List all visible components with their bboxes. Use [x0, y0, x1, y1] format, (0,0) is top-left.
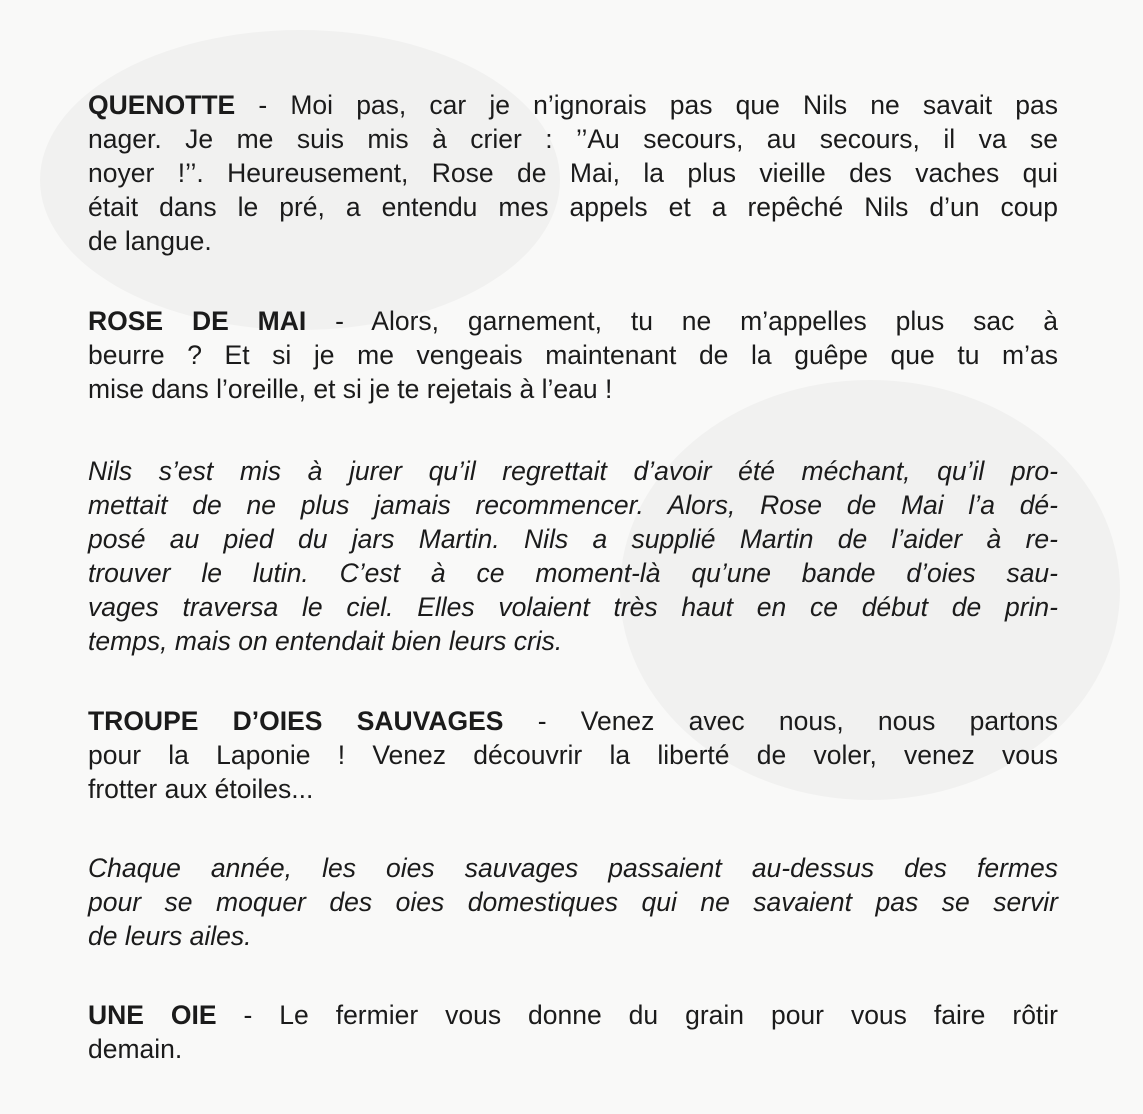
text-line: mise dans l’oreille, et si je te rejetais à l’eau !	[88, 374, 613, 404]
text-line	[88, 704, 1058, 738]
dialogue-une-oie	[88, 998, 1058, 1066]
text-line: temps, mais on entendait bien leurs cris.	[88, 626, 563, 656]
text-line: beurre ? Et si je me vengeais maintenant de la guêpe que tu m’as	[88, 340, 1058, 370]
narration-nils	[88, 454, 1058, 658]
text-line: frotter aux étoiles...	[88, 774, 314, 804]
speaker-name: UNE OIE	[88, 1000, 217, 1030]
text-line: vages traversa le ciel. Elles volaient très haut en ce début de prin-	[88, 592, 1058, 622]
text-line: Chaque année, les oies sauvages passaient au-dessus des fermes	[88, 853, 1058, 883]
text-line: Nils s’est mis à jurer qu’il regrettait d’avoir été méchant, qu’il pro-	[88, 456, 1058, 486]
text-line: était dans le pré, a entendu mes appels et a repêché Nils d’un coup	[88, 192, 1058, 222]
text-fragment: - Le fermier vous donne du grain pour vous faire rôtir	[216, 1000, 1059, 1030]
text-line: de leurs ailes.	[88, 921, 252, 951]
text-line	[88, 304, 1058, 338]
speaker-name: TROUPE D’OIES SAUVAGES	[88, 706, 504, 736]
text-line	[88, 88, 1058, 122]
dialogue-quenotte	[88, 88, 1058, 258]
text-line: pour se moquer des oies domestiques qui ne savaient pas se servir	[88, 887, 1058, 917]
text-line: nager. Je me suis mis à crier : ’’Au secours, au secours, il va se	[88, 124, 1058, 154]
speaker-name: QUENOTTE	[88, 90, 236, 120]
speaker-name: ROSE DE MAI	[88, 306, 307, 336]
text-fragment: - Moi pas, car je n’ignorais pas que Nils ne savait pas	[235, 90, 1058, 120]
text-fragment: - Venez avec nous, nous partons	[503, 706, 1058, 736]
text-line: de langue.	[88, 226, 212, 256]
text-line: demain.	[88, 1034, 183, 1064]
text-line: pour la Laponie ! Venez découvrir la liberté de voler, venez vous	[88, 740, 1058, 770]
text-line: mettait de ne plus jamais recommencer. Alors, Rose de Mai l’a dé-	[88, 490, 1058, 520]
text-fragment: - Alors, garnement, tu ne m’appelles plus sac à	[306, 306, 1058, 336]
text-line: noyer !’’. Heureusement, Rose de Mai, la plus vieille des vaches qui	[88, 158, 1058, 188]
dialogue-troupe-oies-sauvages	[88, 704, 1058, 806]
dialogue-rose-de-mai	[88, 304, 1058, 406]
text-line: trouver le lutin. C’est à ce moment-là qu’une bande d’oies sau-	[88, 558, 1058, 588]
text-line: posé au pied du jars Martin. Nils a supplié Martin de l’aider à re-	[88, 524, 1058, 554]
text-line	[88, 998, 1058, 1032]
narration-oies	[88, 851, 1058, 953]
